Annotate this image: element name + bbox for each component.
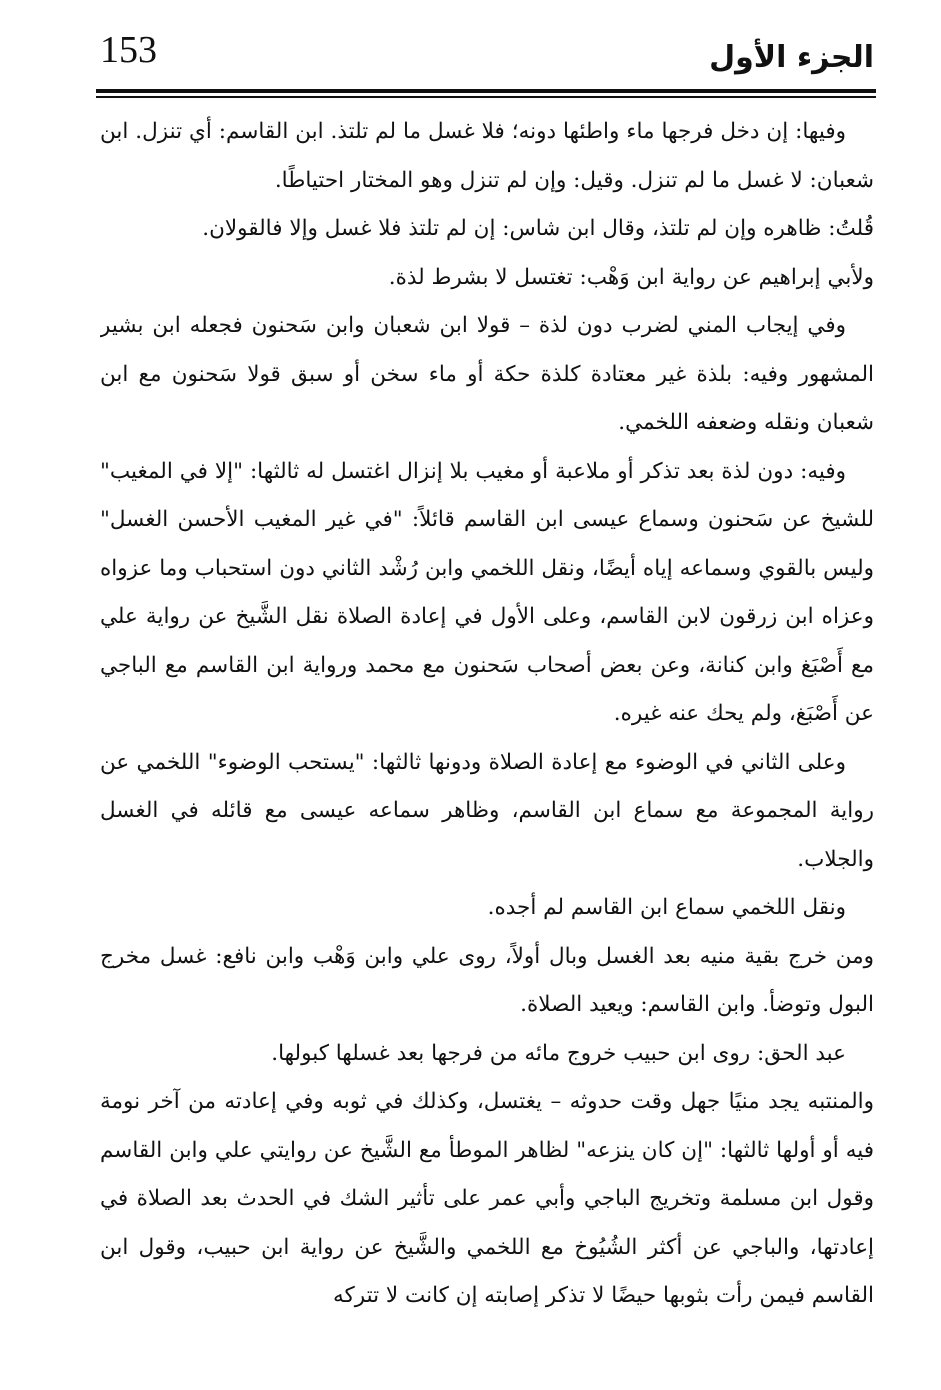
header-rule-thick [96,89,876,93]
page-header [96,28,876,90]
page-number: 153 [100,29,157,71]
paragraph: ومن خرج بقية منيه بعد الغسل وبال أولاً، روى علي وابن وَهْب وابن نافع: غسل مخرج البول وتوضأ. وابن القاسم: ويعيد الصلاة. [100,943,874,1017]
body-text [100,108,874,1338]
running-title: الجزء الأول [709,40,874,75]
paragraph: وعلى الثاني في الوضوء مع إعادة الصلاة ودونها ثالثها: "يستحب الوضوء" اللخمي عن رواية المجموعة مع سماع ابن القاسم، وظاهر سماعه عيسى مع قائله في الغسل والجلاب. [100,749,874,872]
header-rule-thin [96,96,876,98]
paragraph: عبد الحق: روى ابن حبيب خروج مائه من فرجها بعد غسلها كبولها. [271,1040,846,1066]
paragraph: وفي إيجاب المني لضرب دون لذة – قولا ابن شعبان وابن سَحنون فجعله ابن بشير المشهور وفيه: بلذة غير معتادة كلذة حكة أو ماء سخن أو سبق قولا سَحنون مع ابن شعبان ونقله وضعفه اللخمي. [100,313,874,435]
paragraph: ولأبي إبراهيم عن رواية ابن وَهْب: تغتسل لا بشرط لذة. [388,264,874,290]
paragraph: وفيها: إن دخل فرجها ماء واطئها دونه؛ فلا غسل ما لم تلتذ. ابن القاسم: أي تنزل. ابن شعبان: لا غسل ما لم تنزل. وقيل: وإن لم تنزل وهو المختار احتياطًا. [100,119,874,193]
paragraph: ونقل اللخمي سماع ابن القاسم لم أجده. [487,895,846,920]
paragraph: والمنتبه يجد منيًا جهل وقت حدوثه – يغتسل، وكذلك في ثوبه وفي إعادته من آخر نومة فيه أو أولها ثالثها: "إن كان ينزعه" لظاهر الموطأ مع الشَّيخ عن روايتي علي وابن القاسم وقول ابن مسلمة وتخريج الباجي وأبي عمر على تأثير الشك في الحدث بعد الصلاة في إعادتها، والباجي عن أكثر الشُيُوخ مع اللخمي والشَّيخ عن رواية ابن حبيب، وقول ابن القاسم فيمن رأت بثوبها حيضًا لا تذكر إصابته إن كانت لا تتركه [100,1089,874,1308]
paragraph: قُلتُ: ظاهره وإن لم تلتذ، وقال ابن شاس: إن لم تلتذ فلا غسل وإلا فالقولان. [202,216,874,241]
paragraph: وفيه: دون لذة بعد تذكر أو ملاعبة أو مغيب بلا إنزال اغتسل له ثالثها: "إلا في المغيب" للشيخ عن سَحنون وسماع عيسى ابن القاسم قائلاً: "في غير المغيب الأحسن الغسل" وليس بالقوي وسماعه إياه أيضًا، ونقل اللخمي وابن رُشْد الثاني دون استحباب وما عزواه وعزاه ابن زرقون لابن القاسم، وعلى الأول في إعادة الصلاة نقل الشَّيخ عن رواية علي مع أَصْبَغ وابن كنانة، وعن بعض أصحاب سَحنون مع محمد ورواية ابن القاسم مع الباجي عن أَصْبَغ، ولم يحك عنه غيره. [100,458,874,726]
